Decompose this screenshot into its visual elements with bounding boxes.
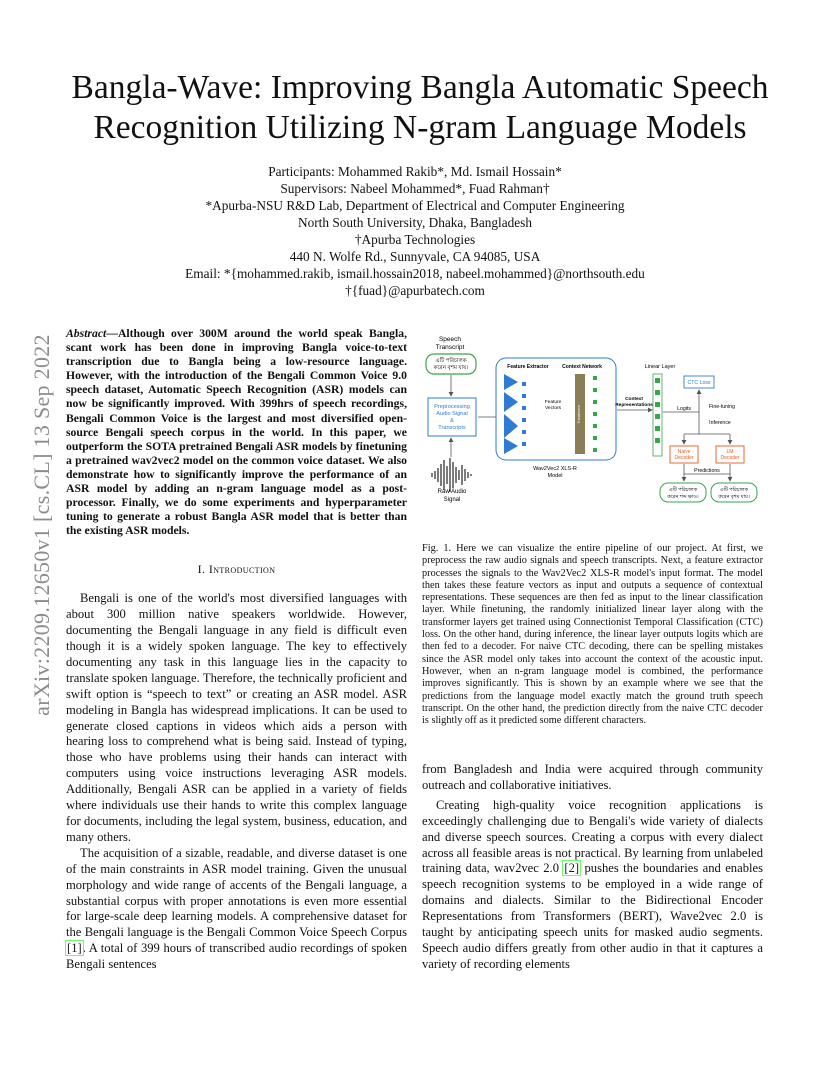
right-paragraph-2-text-a: Creating high-quality voice recognition applications is exceedingly challenging due to Bengali's wide variety of dialects and diverse speech sources. Creating a corpus with every dialect across all feasible areas is not practical. By learning from unlabeled training data, wav2vec 2.0: [422, 797, 763, 876]
left-column: [66, 327, 407, 973]
arxiv-side-stamp: [22, 290, 62, 760]
model-name-label: Wav2Vec2 XLS-R Model: [533, 466, 577, 479]
ctc-loss-label: CTC Loss: [687, 380, 711, 386]
email-1: Email: *{mohammed.rakib, ismail.hossain2018, nabeel.mohammed}@northsouth.edu: [185, 266, 645, 281]
inference-label: Inference: [709, 420, 731, 426]
affiliation-1: *Apurba-NSU R&D Lab, Department of Electrical and Computer Engineering: [205, 198, 625, 213]
right-column: [422, 762, 763, 973]
affiliation-2-address: 440 N. Wolfe Rd., Sunnyvale, CA 94085, USA: [289, 249, 541, 264]
abstract-label: Abstract: [66, 327, 107, 340]
transcript-bubble: [426, 354, 476, 374]
title-line-2: Recognition Utilizing N-gram Language Models: [93, 109, 747, 146]
abstract: [66, 327, 407, 538]
supervisors: Supervisors: Nabeel Mohammed*, Fuad Rahman†: [280, 181, 550, 196]
preprocessing-label: Preprocessing Audio Signal & Transcripts: [434, 404, 470, 431]
lm-decoder-label: LM Decoder: [720, 449, 740, 461]
raw-audio-label: Raw Audio Signal: [437, 489, 467, 503]
intro-paragraph-1: Bengali is one of the world's most diversified languages with about 300 million native speakers worldwide. However, documenting the Bengali language in any field is difficult even though it is a widely spoken language. The key to effectively documenting any task in this language lies in the capacity to translate spoken language. Therefore, the technically proficient and swift option is “speech to text” or creating an ASR model. ASR modeling in Bangla has widespread implications. It can be used to generate closed captions in videos which aids a person with hearing loss to comprehend what is being said. Instead of typing, those who have problems using their hands can interact with computers using voice instructions leveraging ASR models. Additionally, Bengali ASR can be applied in a variety of fields where individuals use their hands to write this complex language for documents, including the legal system, business, education, and many others.: [66, 591, 407, 844]
pipeline-diagram: [422, 330, 763, 530]
naive-decoder-label: Naive Decoder: [674, 449, 694, 461]
section-heading-introduction: [66, 562, 407, 578]
affiliation-2: †Apurba Technologies: [354, 232, 476, 247]
paper-title: [40, 68, 800, 148]
transcript-bangla-text: এটি পরিচালক করেন বৃশম যায়।: [433, 358, 469, 371]
right-paragraph-2: [422, 798, 763, 973]
email-2: †{fuad}@apurbatech.com: [345, 283, 485, 298]
section-number: I.: [197, 562, 209, 577]
fine-tuning-label: Fine-tuning: [709, 404, 735, 410]
author-block: [100, 163, 730, 299]
pipeline-figure: [422, 330, 763, 530]
affiliation-1-address: North South University, Dhaka, Bangladesh: [297, 215, 532, 230]
context-repr-label: Context Representations: [615, 397, 653, 408]
intro-paragraph-2-text-a: The acquisition of a sizable, readable, and diverse dataset is one of the main constraints in ASR model training. Given the unusual morphology and wide range of accents of the Bengali language, a substantial corpus with proper annotations is even more essential for large-scale deep learning models. A comprehensive dataset for the Bengali language is the Bengali Common Voice Speech Corpus: [66, 845, 407, 940]
figure-caption: Fig. 1. Here we can visualize the entire pipeline of our project. At first, we preprocess the raw audio signals and speech transcripts. Next, a feature extractor processes the signals to the Wav2Vec2 XLS-R model's input format. The model then takes these feature vectors as input and outputs a sequence of contextual representations. These sequences are then fed as input to the linear classification layer. While finetuning, the randomly initialized linear layer along with the transformer layers get trained using Connectionist Temporal Classification (CTC) loss. On the other hand, during inference, the linear layer outputs logits which are then fed to a decoder. For naive CTC decoding, there can be spelling mistakes since the ASR model only takes into account the context of the acoustic input. However, when an n-gram language model is combined, the performance improves significantly. This is shown by an example where we see that the predictions from the language model exactly match the ground truth speech transcript. On the other hand, the prediction directly from the naive CTC decoder is slightly off as it predicted some different characters.: [422, 543, 763, 727]
transformer-label: Transformer: [577, 404, 581, 424]
section-title: Introduction: [208, 562, 276, 577]
right-paragraph-2-text-b: pushes the boundaries and enables speech recognition systems to be employed in a wide range of domains and dialects. Similar to the Bidirectional Encoder Representations from Transformers (BERT), Wave2vec 2.0 is taught by anticipating speech units for masked audio segments. Speech audio differs greatly from other audio in that it captures a variety of recording elements: [422, 861, 763, 971]
context-network-label: Context Network: [562, 364, 602, 370]
naive-prediction-text: এটি পরিচালক করেন শব্দ ক্ষাও।: [667, 487, 699, 500]
arxiv-stamp-text: arXiv:2209.12650v1 [cs.CL] 13 Sep 2022: [29, 334, 54, 716]
feature-vectors-label: Feature Vectors: [544, 400, 562, 411]
logits-label: Logits: [677, 406, 691, 412]
right-paragraph-1: from Bangladesh and India were acquired through community outreach and collaborative initiatives.: [422, 762, 763, 792]
predictions-label: Predictions: [694, 468, 720, 474]
feature-extractor-label: Feature Extractor: [507, 364, 549, 370]
citation-link-2[interactable]: [2]: [564, 861, 580, 876]
citation-link-1[interactable]: [1]: [67, 941, 82, 956]
participants: Participants: Mohammed Rakib*, Md. Ismail Hossain*: [268, 164, 562, 179]
intro-paragraph-2: [66, 846, 407, 973]
intro-paragraph-2-text-b: . A total of 399 hours of transcribed audio recordings of spoken Bengali sentences: [66, 941, 407, 972]
abstract-text: —Although over 300M around the world speak Bangla, scant work has been done in improving Bangla voice-to-text transcription due to Bangla being a low-resource language. However, with the introduction of the Bengali Common Voice 9.0 speech dataset, Automatic Speech Recognition (ASR) models can now be significantly improved. With 399hrs of speech recordings, Bengali Common Voice is the largest and most diversified open-source Bengali speech corpus in the world. In this paper, we outperform the SOTA pretrained Bengali ASR models by finetuning a pretrained wav2vec2 model on the common voice dataset. We also demonstrate how to significantly improve the performance of an ASR model by adding an n-gram language model as a post-processor. Finally, we do some experiments and hyperparameter tuning to generate a robust Bangla ASR model that is better than the existing ASR models.: [66, 327, 407, 538]
speech-transcript-label: Speech Transcript: [435, 336, 465, 351]
waveform-icon: [432, 458, 471, 492]
title-line-1: Bangla-Wave: Improving Bangla Automatic Speech: [71, 69, 769, 106]
lm-prediction-text: এটি পরিচালক করেন বৃশম যায়।: [718, 487, 750, 500]
linear-layer-label: Linear Layer: [644, 364, 676, 370]
